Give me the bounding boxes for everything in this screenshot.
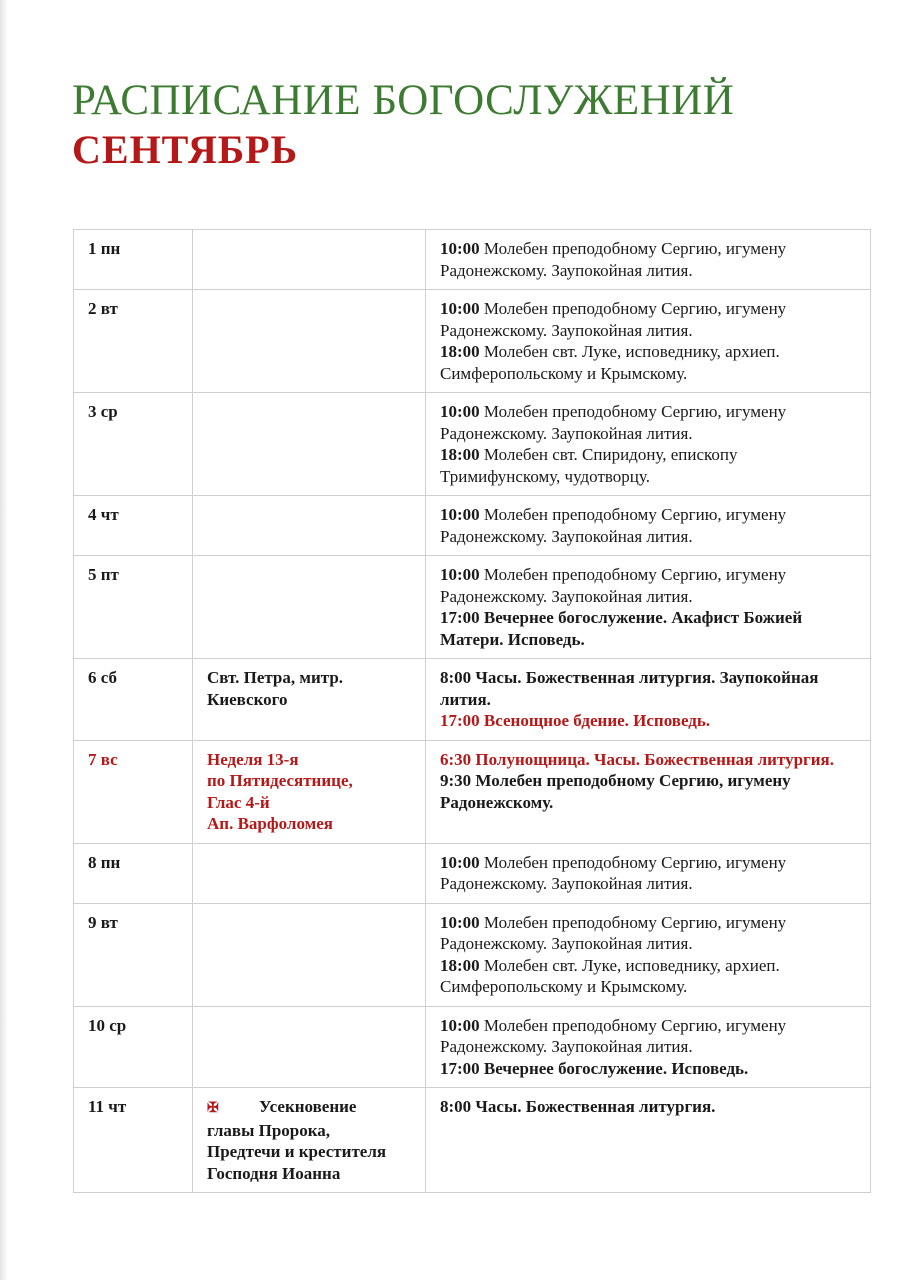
cross-icon: ✠: [207, 1101, 219, 1116]
service-time: 8:00: [440, 1097, 472, 1116]
page-title: РАСПИСАНИЕ БОГОСЛУЖЕНИЙ: [72, 77, 735, 124]
service-time: 17:00: [440, 608, 480, 627]
service-entry: [440, 1058, 860, 1080]
service-time: 10:00: [440, 852, 480, 872]
service-text: Молебен преподобному Сергию, игумену Радонежскому. Заупокойная лития.: [440, 402, 787, 443]
feast-line: Киевского: [207, 689, 288, 709]
service-text: Молебен преподобному Сергию, игумену Радонежскому. Заупокойная лития.: [440, 852, 787, 893]
service-entry: [440, 912, 860, 955]
service-time: 8:00: [440, 668, 472, 687]
service-entry: [440, 1096, 860, 1118]
feast-line: Свт. Петра, митр.: [207, 668, 344, 687]
date-cell: 6 сб: [74, 659, 193, 741]
table-row: [74, 496, 871, 556]
service-entry: [440, 667, 860, 710]
service-time: 6:30: [440, 749, 472, 769]
page-edge-shadow: [0, 0, 8, 1280]
services-cell: [426, 903, 871, 1006]
date-cell: 1 пн: [74, 230, 193, 290]
service-entry: [440, 607, 860, 650]
table-row: [74, 230, 871, 290]
date-cell: 10 ср: [74, 1006, 193, 1088]
table-row: [74, 843, 871, 903]
service-text: Вечернее богослужение. Акафист Божией Матери. Исповедь.: [440, 608, 803, 649]
feast-cell: [193, 496, 426, 556]
date-cell: 4 чт: [74, 496, 193, 556]
service-time: 10:00: [440, 505, 480, 524]
feast-cell: [193, 290, 426, 393]
services-cell: [426, 230, 871, 290]
services-cell: [426, 290, 871, 393]
feast-cell: [193, 903, 426, 1006]
service-text: Часы. Божественная литургия. Заупокойная лития.: [440, 668, 819, 709]
feast-cell: [193, 659, 426, 741]
service-entry: [440, 298, 860, 341]
feast-cell: [193, 843, 426, 903]
service-text: Молебен преподобному Сергию, игумену Радонежскому. Заупокойная лития.: [440, 239, 787, 280]
services-cell: [426, 740, 871, 843]
service-time: 10:00: [440, 1015, 480, 1035]
service-text: Всенощное бдение. Исповедь.: [479, 711, 711, 730]
service-time: 18:00: [440, 342, 480, 361]
services-cell: [426, 1088, 871, 1193]
service-time: 10:00: [440, 912, 480, 932]
schedule-table: [73, 229, 871, 1193]
service-text: Часы. Божественная литургия.: [471, 1097, 716, 1116]
table-row: [74, 290, 871, 393]
date-cell: 3 ср: [74, 393, 193, 496]
feast-line: [207, 1096, 415, 1120]
service-text: Молебен преподобному Сергию, игумену Радонежскому.: [440, 771, 791, 812]
date-cell: 5 пт: [74, 556, 193, 659]
table-row: [74, 740, 871, 843]
services-cell: [426, 393, 871, 496]
service-time: 10:00: [440, 239, 480, 258]
services-cell: [426, 556, 871, 659]
feast-cell: [193, 1006, 426, 1088]
table-row: [74, 1088, 871, 1193]
feast-line: Ап. Варфоломея: [207, 814, 333, 833]
date-cell: 8 пн: [74, 843, 193, 903]
date-cell: 11 чт: [74, 1088, 193, 1193]
service-text: Молебен преподобному Сергию, игумену Радонежскому. Заупокойная лития.: [440, 565, 787, 606]
table-row: [74, 903, 871, 1006]
service-entry: [440, 1015, 860, 1058]
service-entry: [440, 770, 860, 813]
service-time: 10:00: [440, 299, 480, 318]
service-text: Молебен преподобному Сергию, игумену Радонежскому. Заупокойная лития.: [440, 299, 787, 340]
service-entry: [440, 444, 860, 487]
services-cell: [426, 496, 871, 556]
service-entry: [440, 341, 860, 384]
service-text: Молебен преподобному Сергию, игумену Радонежскому. Заупокойная лития.: [440, 912, 787, 953]
feast-cell: [193, 393, 426, 496]
service-time: 10:00: [440, 402, 480, 421]
month-title: СЕНТЯБРЬ: [72, 127, 299, 172]
feast-line: главы Пророка,: [207, 1120, 331, 1140]
service-entry: [440, 955, 860, 998]
service-entry: [440, 505, 786, 546]
service-entry: [440, 710, 860, 732]
service-entry: [440, 749, 860, 771]
feast-cell: [193, 1088, 426, 1193]
feast-line: Господня Иоанна: [207, 1163, 341, 1183]
feast-line: Предтечи и крестителя: [207, 1142, 387, 1161]
services-cell: [426, 659, 871, 741]
feast-cell: [193, 230, 426, 290]
feast-cell: [193, 740, 426, 843]
date-cell: 9 вт: [74, 903, 193, 1006]
date-cell: 7 вс: [74, 740, 193, 843]
service-text: Полунощница. Часы. Божественная литургия.: [471, 749, 834, 769]
service-text: Вечернее богослужение. Исповедь.: [479, 1058, 749, 1078]
service-time: 17:00: [440, 1058, 480, 1078]
service-time: 10:00: [440, 565, 480, 584]
feast-line-text: Усекновение: [259, 1097, 357, 1116]
services-cell: [426, 843, 871, 903]
table-row: [74, 659, 871, 741]
date-cell: 2 вт: [74, 290, 193, 393]
table-row: [74, 393, 871, 496]
services-cell: [426, 1006, 871, 1088]
service-time: 18:00: [440, 445, 480, 464]
feast-cell: [193, 556, 426, 659]
service-time: 18:00: [440, 955, 480, 975]
service-text: Молебен свт. Луке, исповеднику, архиеп. Симферопольскому и Крымскому.: [440, 955, 780, 996]
service-time: 17:00: [440, 711, 480, 730]
service-text: Молебен свт. Спиридону, епископу Тримифунскому, чудотворцу.: [440, 445, 738, 486]
service-entry: [440, 239, 786, 280]
service-text: Молебен преподобному Сергию, игумену Радонежскому. Заупокойная лития.: [440, 505, 787, 546]
feast-line: Неделя 13-я: [207, 749, 299, 769]
service-entry: [440, 564, 860, 607]
service-entry: [440, 401, 860, 444]
feast-line: Глас 4-й: [207, 792, 270, 812]
service-time: 9:30: [440, 771, 472, 790]
table-row: [74, 1006, 871, 1088]
table-row: [74, 556, 871, 659]
service-text: Молебен свт. Луке, исповеднику, архиеп. Симферопольскому и Крымскому.: [440, 342, 780, 383]
service-text: Молебен преподобному Сергию, игумену Радонежскому. Заупокойная лития.: [440, 1015, 787, 1056]
service-entry: [440, 853, 786, 894]
feast-line: по Пятидесятнице,: [207, 771, 353, 790]
